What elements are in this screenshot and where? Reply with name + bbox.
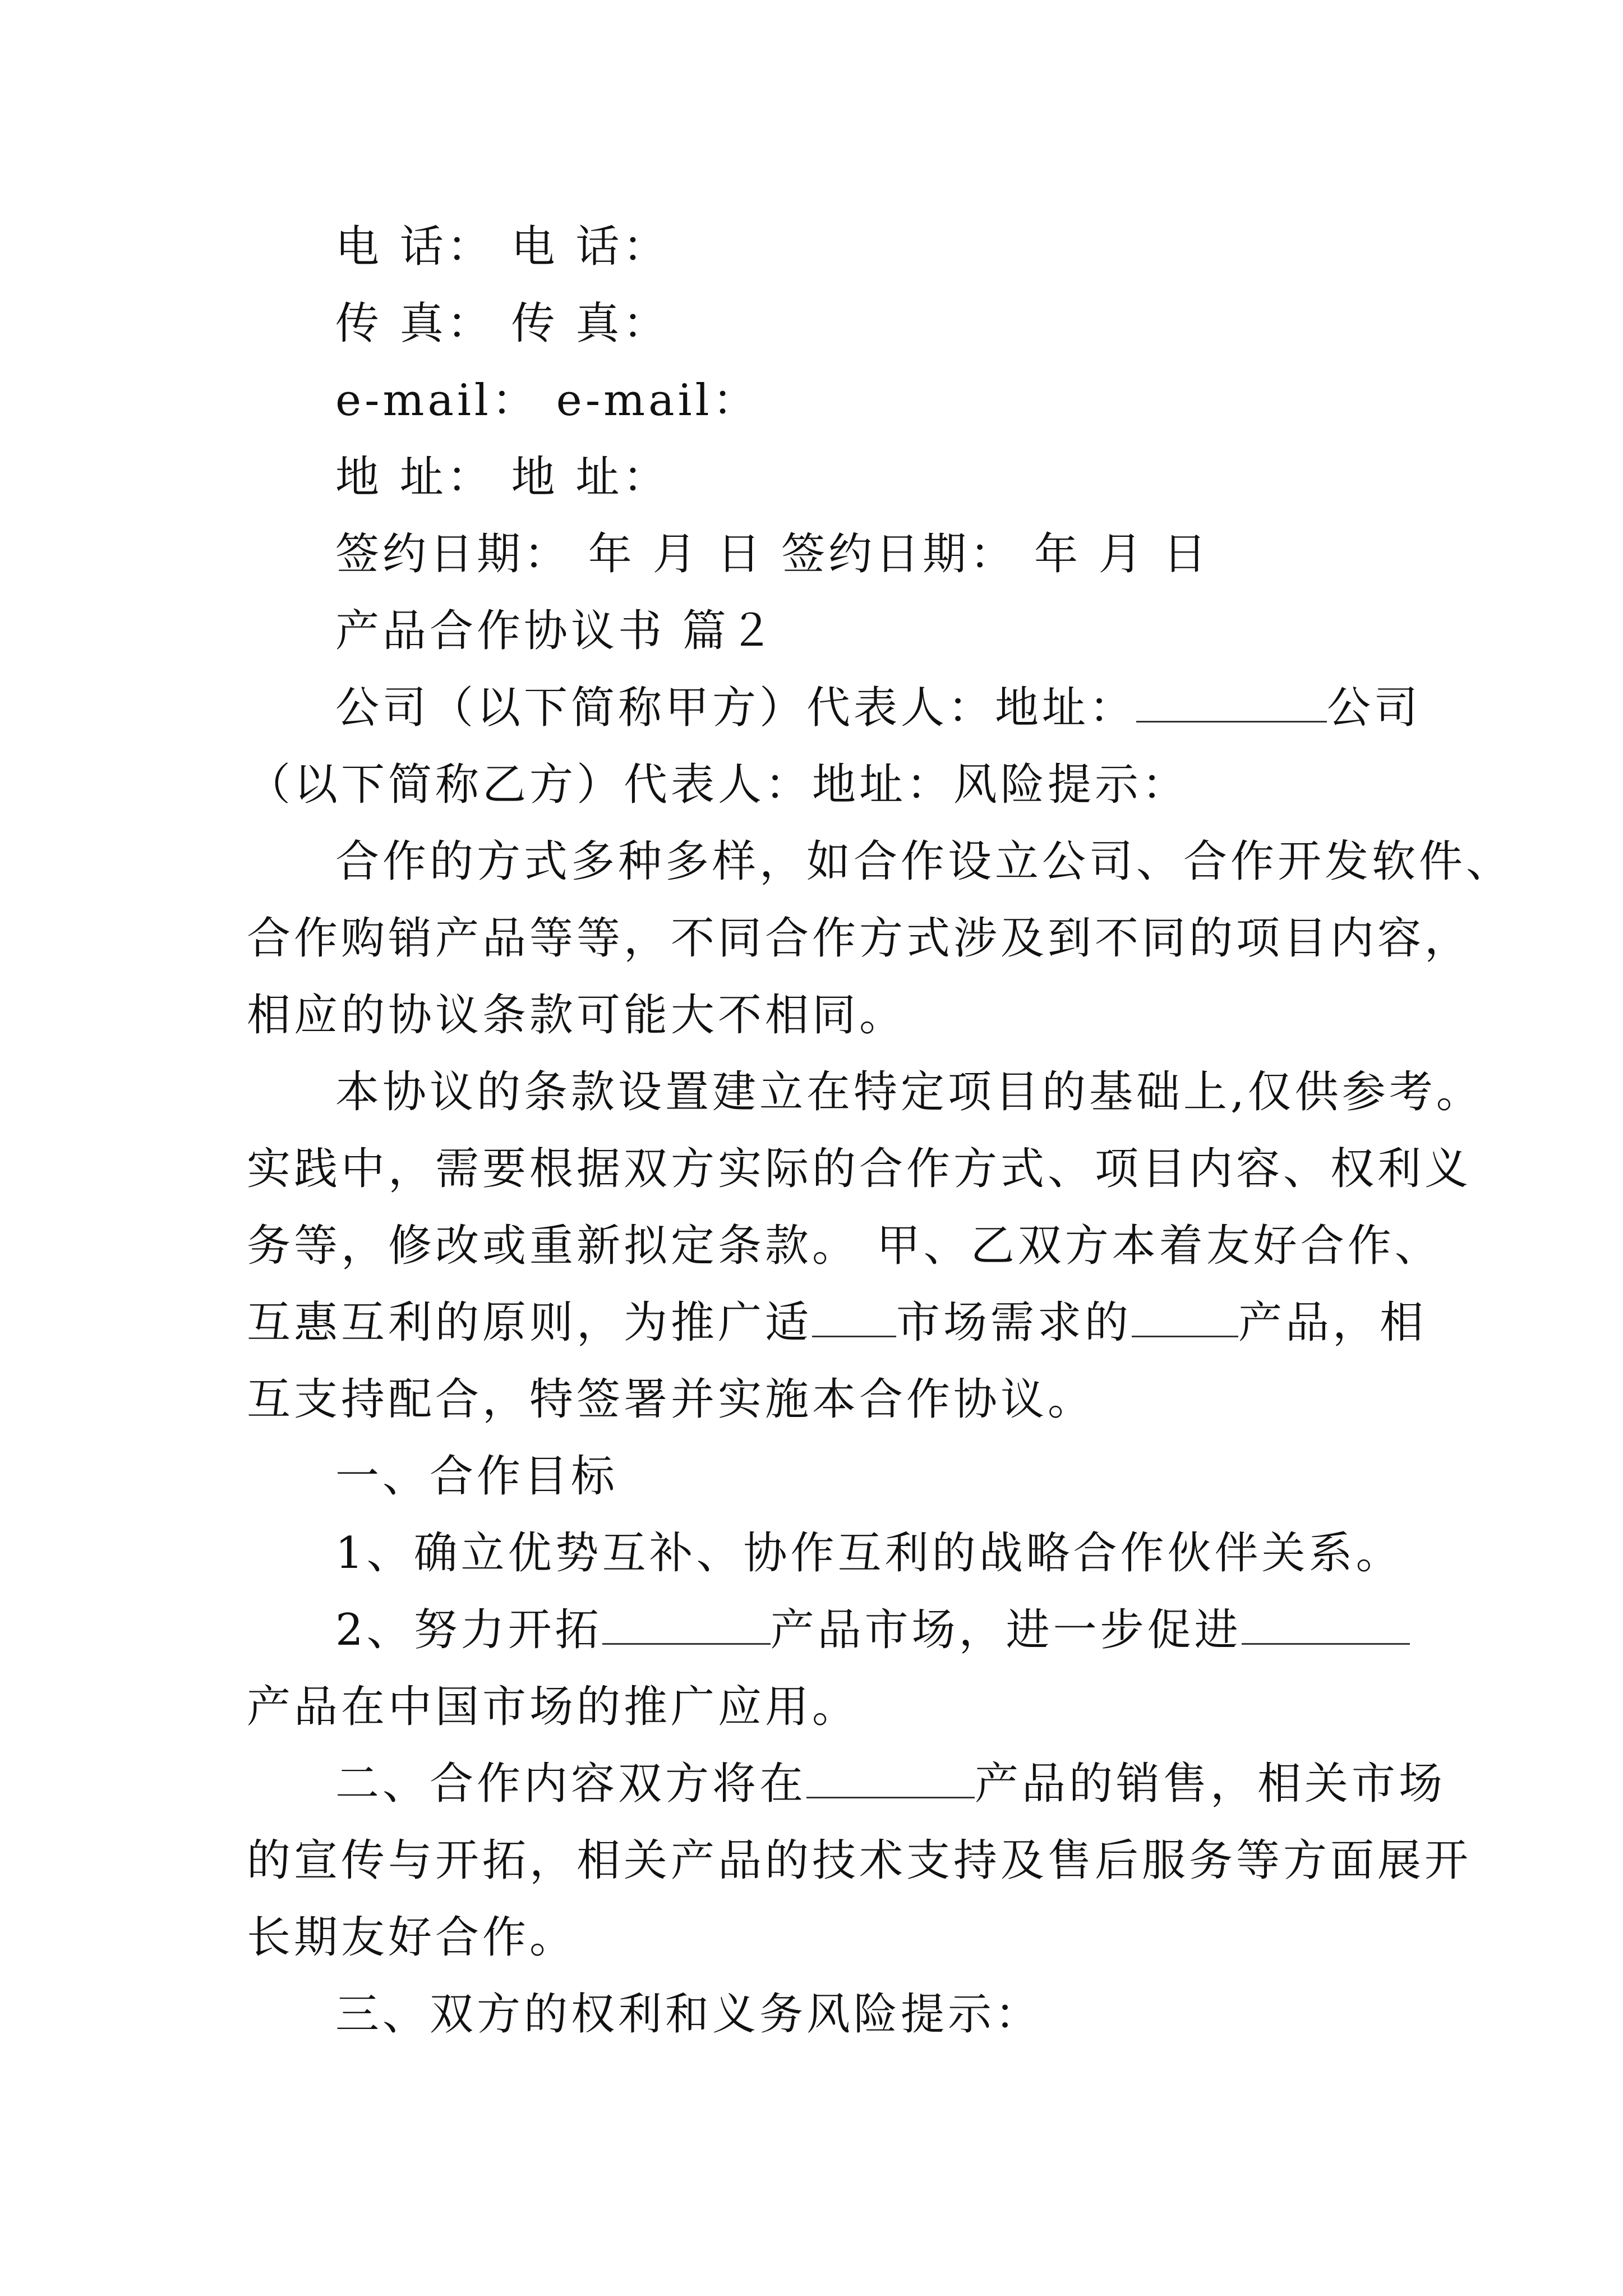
paragraph-line <box>247 1141 1472 1197</box>
paragraph-line <box>247 1833 1472 1889</box>
party-a-text: 公司（以下简称甲方）代表人：地址： <box>335 683 1137 733</box>
list-item <box>335 1525 1474 1581</box>
paragraph-line <box>247 910 1472 967</box>
paragraph-line <box>335 1064 1483 1120</box>
address-text: 地 址： 地 址： <box>335 452 670 503</box>
paragraph-line <box>247 987 1385 1043</box>
paragraph-text: 产品，相 <box>1238 1297 1427 1348</box>
paragraph-text: 互支持配合，特签署并实施本合作协议。 <box>247 1374 1095 1425</box>
section-title <box>335 603 1474 659</box>
heading-text: 一、合作目标 <box>335 1451 619 1502</box>
blank-underline <box>806 1757 975 1798</box>
paragraph-text: 相应的协议条款可能大不相同。 <box>247 990 907 1041</box>
heading-text: 二、合作内容双方将在 <box>335 1759 807 1809</box>
party-b-line <box>247 757 1385 813</box>
list-item-text: 2、努力开拓 <box>335 1605 602 1655</box>
paragraph-line <box>247 1295 1427 1351</box>
heading-line <box>335 1448 1474 1504</box>
sign-date-text: 签约日期： 年 月 日 签约日期： 年 月 日 <box>335 529 1210 579</box>
phone-line <box>335 219 1474 275</box>
blank-underline <box>1242 1604 1410 1645</box>
heading-line <box>335 1756 1474 1812</box>
blank-underline <box>812 1296 896 1337</box>
list-item <box>335 1602 1474 1658</box>
party-a-company-text: 公司 <box>1327 683 1422 733</box>
blank-underline <box>602 1604 771 1645</box>
email-text: e-mail： e-mail： <box>335 375 760 426</box>
address-line <box>335 449 1474 505</box>
paragraph-line <box>247 1910 1385 1966</box>
paragraph-text: 的宣传与开拓，相关产品的技术支持及售后服务等方面展开 <box>247 1835 1472 1886</box>
phone-text: 电 话： 电 话： <box>335 222 670 272</box>
paragraph-line <box>247 1372 1385 1428</box>
paragraph-text: 市场需求的 <box>896 1297 1132 1348</box>
email-line <box>335 372 1474 429</box>
paragraph-text: 务等，修改或重新拟定条款。 甲、乙双方本着友好合作、 <box>247 1221 1442 1271</box>
list-item <box>247 1679 1385 1735</box>
party-b-text: （以下简称乙方）代表人：地址：风险提示： <box>247 760 1189 810</box>
paragraph-line <box>247 1218 1442 1274</box>
paragraph-text: 实践中，需要根据双方实际的合作方式、项目内容、权利义 <box>247 1144 1472 1194</box>
list-item-text: 1、确立优势互补、协作互利的战略合作伙伴关系。 <box>335 1528 1403 1579</box>
heading-text: 产品的销售，相关市场 <box>975 1759 1446 1809</box>
fax-line <box>335 296 1474 352</box>
blank-underline <box>1132 1296 1238 1337</box>
paragraph-text: 合作的方式多种多样，如合作设立公司、合作开发软件、 <box>335 836 1514 887</box>
section-title-text: 产品合作协议书 篇２ <box>335 606 777 656</box>
fax-text: 传 真： 传 真： <box>335 298 670 349</box>
heading-text: 三、双方的权利和义务风险提示： <box>335 1989 1043 2040</box>
paragraph-text: 合作购销产品等等，不同合作方式涉及到不同的项目内容， <box>247 913 1472 964</box>
heading-line <box>335 1986 1474 2042</box>
sign-date-line <box>335 526 1474 582</box>
blank-underline <box>1136 682 1327 723</box>
list-item-text: 产品在中国市场的推广应用。 <box>247 1682 860 1732</box>
paragraph-text: 互惠互利的原则，为推广适 <box>247 1297 813 1348</box>
paragraph-text: 长期友好合作。 <box>247 1912 577 1963</box>
party-a-line <box>335 680 1474 736</box>
paragraph-text: 本协议的条款设置建立在特定项目的基础上,仅供参考。 <box>335 1067 1483 1117</box>
paragraph-line <box>335 834 1514 890</box>
list-item-text: 产品市场，进一步促进 <box>770 1605 1242 1655</box>
